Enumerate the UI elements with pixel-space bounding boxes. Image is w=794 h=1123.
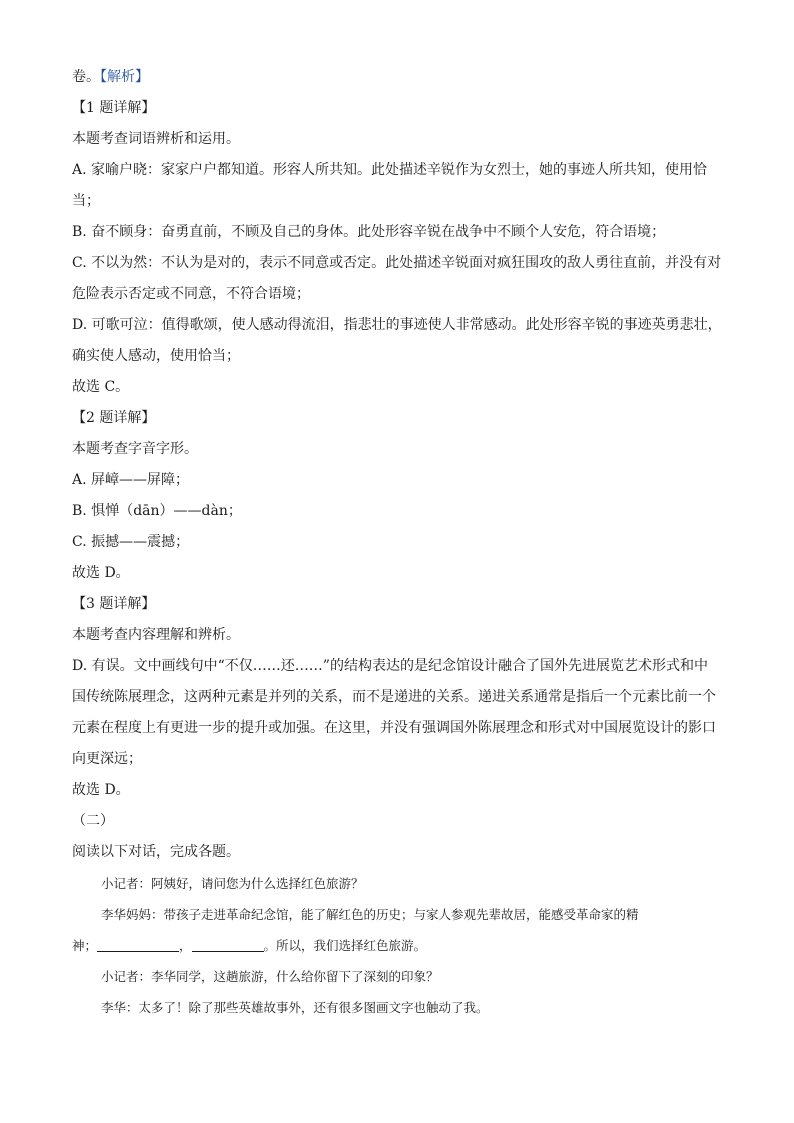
q3-intro: 本题考查内容理解和辨析。 [72,627,240,643]
q3-option-d-line4: 向更深远； [72,751,142,767]
dialog-line-3-prefix: 神； [72,938,98,953]
dialog-line-3-suffix: 。所以，我们选择红色旅游。 [263,938,427,953]
q1-title: 【1 题详解】 [72,100,156,116]
header-prefix: 卷。 [72,69,100,85]
section-2-title: （二） [72,813,114,829]
dialog-line-4: 小记者：李华同学，这趟旅游，什么给你留下了深刻的印象？ [101,969,439,984]
q2-option-a: A. 屏嶂——屏障； [72,472,190,488]
q2-answer: 故选 D。 [72,565,130,581]
answer-blank-2[interactable] [192,937,264,952]
q1-option-c-line1: C. 不以为然：不认为是对的，表示不同意或否定。此处描述辛锐面对疯狂围攻的敌人勇往直前，并没有对 [72,255,722,271]
answer-blank-1[interactable] [97,937,179,952]
dialog-line-3 [72,930,722,961]
dialog-line-3-separator: ， [179,938,192,953]
header-line [72,62,722,93]
q1-option-d-line2: 确实使人感动，使用恰当； [72,348,240,364]
q1-option-b: B. 奋不顾身：奋勇直前，不顾及自己的身体。此处形容辛锐在战争中不顾个人安危，符合语境； [72,224,666,240]
q1-answer: 故选 C。 [72,379,130,395]
q2-intro: 本题考查字音字形。 [72,441,198,457]
analysis-label: 【解析】 [100,69,149,85]
q3-option-d-line2: 国传统陈展理念，这两种元素是并列的关系，而不是递进的关系。递进关系通常是指后一个元素比前一个 [72,689,716,705]
dialog-line-5: 李华：太多了！除了那些英雄故事外，还有很多图画文字也触动了我。 [101,1000,489,1015]
dialog-line-2: 李华妈妈：带孩子走进革命纪念馆，能了解红色的历史；与家人参观先辈故居，能感受革命家的精 [101,907,639,922]
q2-option-b: B. 惧惮（dān）——dàn； [72,503,242,519]
q3-option-d-line1: D. 有误。文中画线句中“不仅……还……”的结构表达的是纪念馆设计融合了国外先进展览艺术形式和中 [72,658,708,674]
q2-title: 【2 题详解】 [72,410,156,426]
q1-option-d-line1: D. 可歌可泣：值得歌颂，使人感动得流泪，指悲壮的事迹使人非常感动。此处形容辛锐的事迹英勇悲壮， [72,317,722,333]
dialog-line-1: 小记者：阿姨好，请问您为什么选择红色旅游？ [101,876,364,891]
q1-intro: 本题考查词语辨析和运用。 [72,131,240,147]
q2-option-c: C. 振撼——震撼； [72,534,190,550]
document-page [72,62,722,1023]
q3-option-d-line3: 元素在程度上有更进一步的提升或加强。在这里，并没有强调国外陈展理念和形式对中国展览设计的影口 [72,720,716,736]
q1-option-a-line2: 当； [72,193,100,209]
section-2-instruction: 阅读以下对话，完成各题。 [72,844,240,860]
q1-option-c-line2: 危险表示否定或不同意，不符合语境； [72,286,310,302]
q1-option-a-line1: A. 家喻户晓：家家户户都知道。形容人所共知。此处描述辛锐作为女烈士，她的事迹人所共知，使用恰 [72,162,708,178]
q3-title: 【3 题详解】 [72,596,156,612]
q3-answer: 故选 D。 [72,782,130,798]
